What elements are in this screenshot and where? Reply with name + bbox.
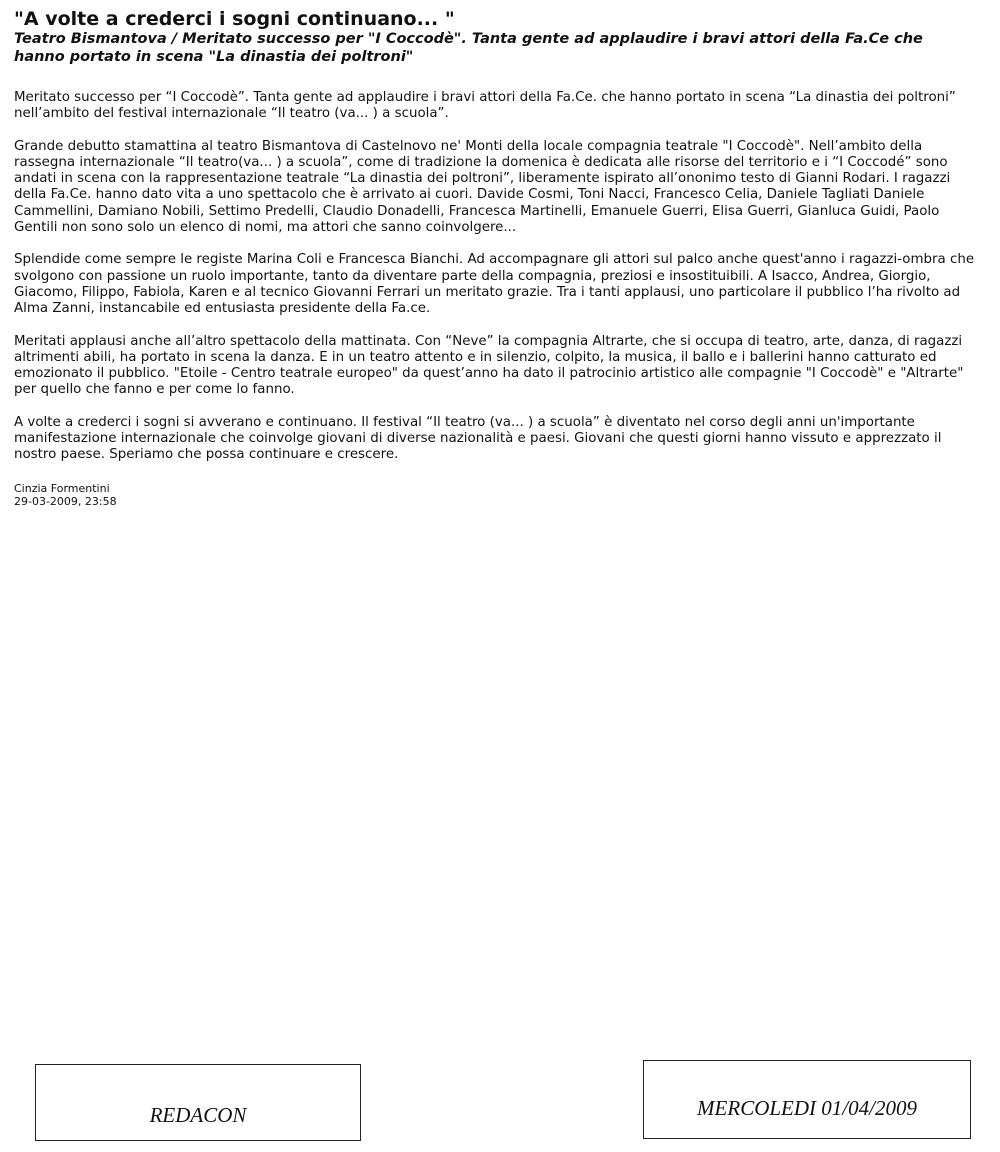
date-stamp-box	[643, 1060, 971, 1139]
source-stamp-box	[35, 1064, 361, 1141]
paragraph-4: Meritati applausi anche all’altro spettacolo della mattinata. Con “Neve” la compagnia Altrarte, che si occupa di teatro, arte, danza, di ragazzi altrimenti abili, ha portato in scena la danza. E in un teatro attento e in silenzio, colpito, la musica, il ballo e i ballerini hanno catturato ed emozionato il pubblico. "Etoile - Centro teatrale europeo" da quest’anno ha dato il patrocinio artistico alle compagnie "I Coccodè" e "Altrarte" per quello che fanno e per come lo fanno.	[14, 333, 964, 398]
article	[14, 8, 984, 508]
paragraph-3: Splendide come sempre le registe Marina Coli e Francesca Bianchi. Ad accompagnare gli attori sul palco anche quest'anno i ragazzi-ombra che svolgono con passione un ruolo importante, tanto da diventare parte della compagnia, preziosi e insostituibili. A Isacco, Andrea, Giorgio, Giacomo, Filippo, Fabiola, Karen e al tecnico Giovanni Ferrari un meritato grazie. Tra i tanti applausi, uno particolare il pubblico l’ha rivolto ad Alma Zanni, instancabile ed entusiasta presidente della Fa.ce.	[14, 252, 975, 317]
date-stamp-label: MERCOLEDI 01/04/2009	[697, 1096, 917, 1120]
article-headline: "A volte a crederci i sogni continuano... "	[14, 8, 455, 30]
source-stamp-label: REDACON	[149, 1103, 247, 1127]
author-name: Cinzia Formentini	[14, 481, 110, 495]
paragraph-1: Meritato successo per “I Coccodè”. Tanta gente ad applaudire i bravi attori della Fa.Ce. che hanno portato in scena “La dinastia dei poltroni” nell’ambito del festival internazionale “Il teatro (va... ) a scuola”.	[14, 90, 956, 122]
paragraph-5: A volte a crederci i sogni si avverano e continuano. Il festival “Il teatro (va... ) a scuola” è diventato nel corso degli anni un'importante manifestazione internazionale che coinvolge giovani di diverse nazionalità e paesi. Giovani che questi giorni hanno vissuto e apprezzato il nostro paese. Speriamo che possa continuare e crescere.	[14, 414, 942, 463]
article-subheadline: Teatro Bismantova / Meritato successo per "I Coccodè". Tanta gente ad applaudire i bravi attori della Fa.Ce che hanno portato in scena "La dinastia dei poltroni"	[14, 31, 923, 65]
paragraph-2: Grande debutto stamattina al teatro Bismantova di Castelnovo ne' Monti della locale compagnia teatrale "I Coccodè". Nell’ambito della rassegna internazionale “Il teatro(va... ) a scuola”, come di tradizione la domenica è dedicata alle risorse del territorio e i “I Coccodé” sono andati in scena con la rappresentazione teatrale “La dinastia dei poltroni”, liberamente ispirato all’ononimo testo di Gianni Rodari. I ragazzi della Fa.Ce. hanno dato vita a uno spettacolo che è arrivato ai cuori. Davide Cosmi, Toni Nacci, Francesco Celia, Daniele Tagliati Daniele Cammellini, Damiano Nobili, Settimo Predelli, Claudio Donadelli, Francesca Martinelli, Emanuele Guerri, Elisa Guerri, Gianluca Guidi, Paolo Gentili non sono solo un elenco di nomi, ma attori che sanno coinvolgere...	[14, 138, 951, 236]
publish-datetime: 29-03-2009, 23:58	[14, 494, 117, 508]
article-body	[14, 90, 984, 464]
byline	[14, 482, 984, 508]
